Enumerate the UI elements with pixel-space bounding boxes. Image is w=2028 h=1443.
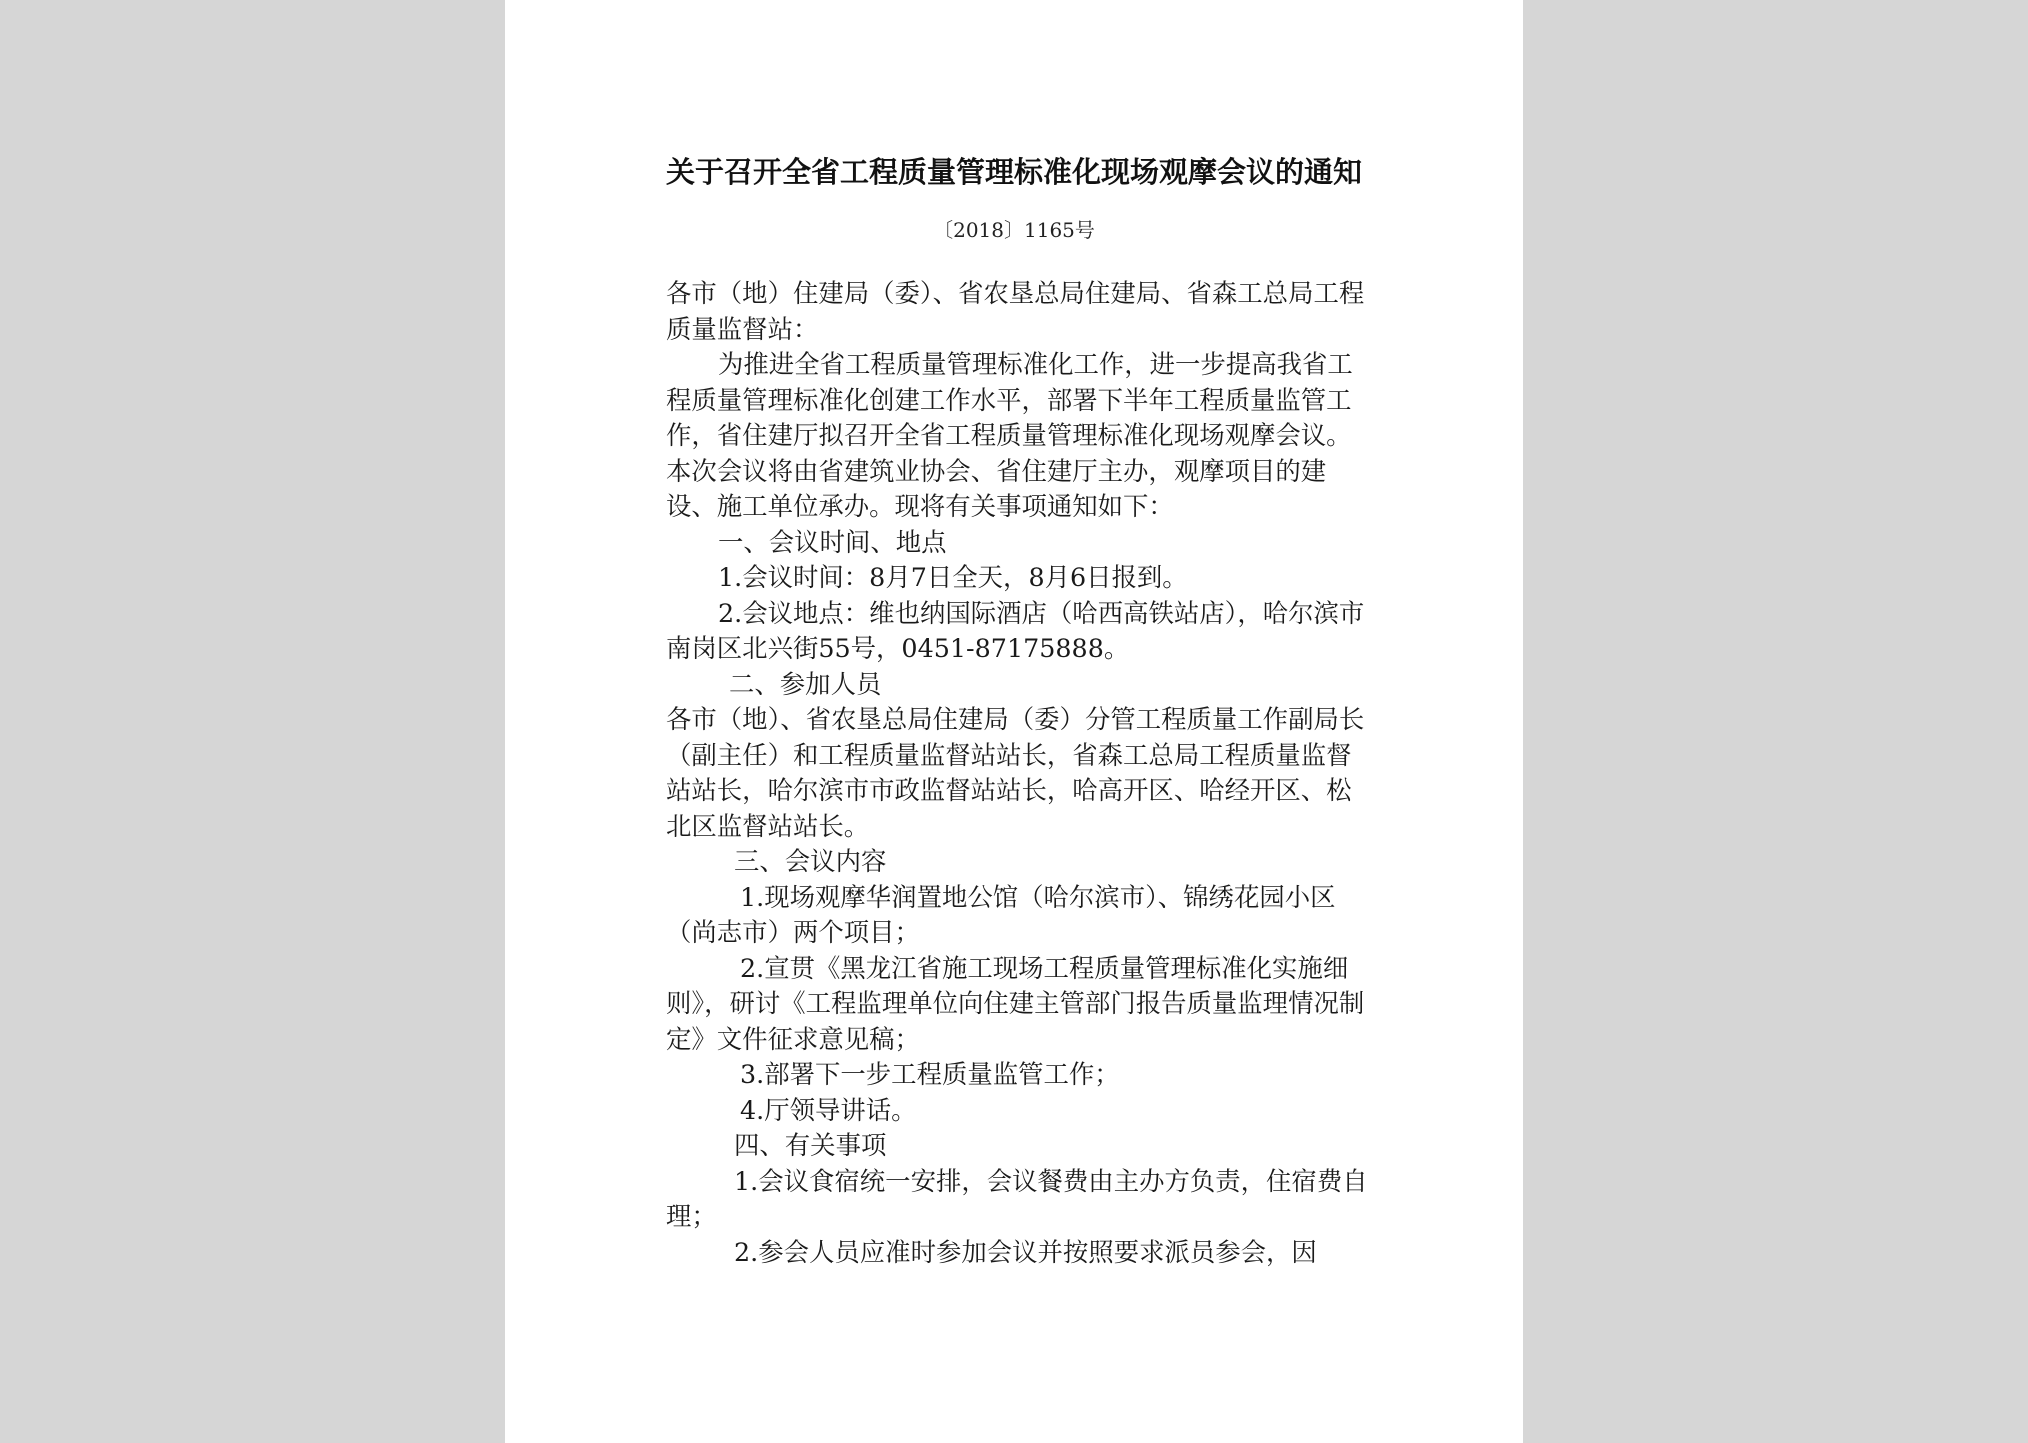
section-heading-3: 三、会议内容 bbox=[734, 846, 887, 876]
meeting-location: 2.会议地点：维也纳国际酒店（哈西高铁站店），哈尔滨市南岗区北兴街55号，0451-87175888。 bbox=[666, 597, 1365, 663]
document-number: 〔2018〕1165号 bbox=[933, 218, 1095, 242]
content-item-2: 2.宣贯《黑龙江省施工现场工程质量管理标准化实施细则》，研讨《工程监理单位向住建主管部门报告质量监理情况制定》文件征求意见稿； bbox=[666, 952, 1365, 1054]
document-title: 关于召开全省工程质量管理标准化现场观摩会议的通知 bbox=[665, 155, 1362, 189]
section-heading-4: 四、有关事项 bbox=[734, 1130, 887, 1160]
document-page bbox=[505, 0, 1523, 1443]
matters-item-2: 2.参会人员应准时参加会议并按照要求派员参会，因 bbox=[734, 1236, 1317, 1267]
meeting-time: 1.会议时间：8月7日全天，8月6日报到。 bbox=[718, 562, 1188, 592]
document-body bbox=[666, 276, 1371, 1270]
addressee: 各市（地）住建局（委）、省农垦总局住建局、省森工总局工程质量监督站： bbox=[666, 278, 1365, 344]
section-heading-2: 二、参加人员 bbox=[729, 668, 882, 699]
content-item-4: 4.厅领导讲话。 bbox=[740, 1094, 917, 1125]
section-heading-1: 一、会议时间、地点 bbox=[718, 526, 947, 557]
participants-paragraph: 各市（地）、省农垦总局住建局（委）分管工程质量工作副局长（副主任）和工程质量监督站站长，省森工总局工程质量监督站站长，哈尔滨市市政监督站站长，哈高开区、哈经开区、松北区监督站站长。 bbox=[666, 704, 1365, 841]
content-item-1: 1.现场观摩华润置地公馆（哈尔滨市）、锦绣花园小区（尚志市）两个项目； bbox=[666, 881, 1336, 947]
matters-item-1: 1.会议食宿统一安排，会议餐费由主办方负责，住宿费自理； bbox=[666, 1165, 1368, 1231]
content-item-3: 3.部署下一步工程质量监管工作； bbox=[740, 1059, 1120, 1089]
intro-paragraph: 为推进全省工程质量管理标准化工作，进一步提高我省工程质量管理标准化创建工作水平，部署下半年工程质量监管工作，省住建厅拟召开全省工程质量管理标准化现场观摩会议。本次会议将由省建筑业协会、省住建厅主办，观摩项目的建设、施工单位承办。现将有关事项通知如下： bbox=[666, 349, 1353, 521]
